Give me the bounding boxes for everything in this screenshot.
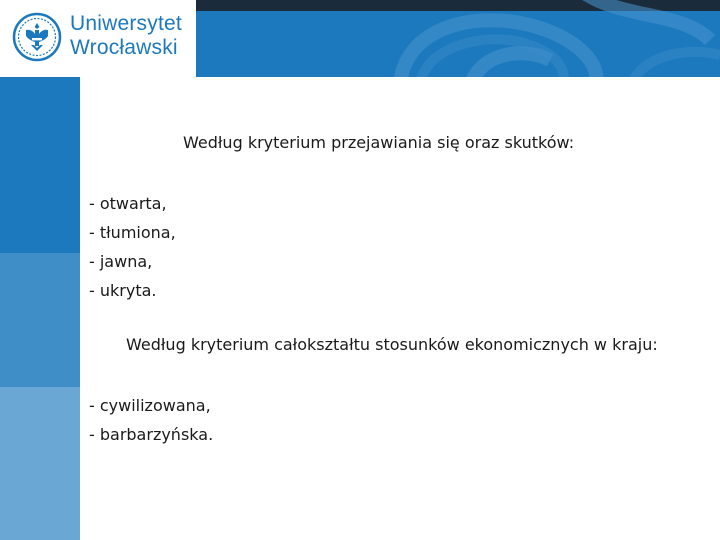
left-stripe-middle <box>0 253 80 387</box>
list-item: - jawna, <box>89 252 153 271</box>
criterion-heading-2: Według kryterium całokształtu stosunków ekonomicznych w kraju: <box>126 335 658 354</box>
university-emblem-icon <box>12 12 62 62</box>
left-stripe-bottom <box>0 387 80 540</box>
criterion-list-1 <box>89 189 176 305</box>
list-item: - ukryta. <box>89 281 157 300</box>
criterion-list-2 <box>89 391 213 449</box>
list-item: - barbarzyńska. <box>89 425 214 444</box>
logo-area <box>0 0 196 77</box>
university-name-line2: Wrocławski <box>70 36 178 59</box>
criterion-heading-1: Według kryterium przejawiania się oraz skutków: <box>183 133 575 152</box>
list-item: - cywilizowana, <box>89 396 211 415</box>
university-name <box>70 12 182 60</box>
decorative-swirl-icon <box>380 0 720 77</box>
list-item: - otwarta, <box>89 194 167 213</box>
university-name-line1: Uniwersytet <box>70 12 182 35</box>
list-item: - tłumiona, <box>89 223 176 242</box>
left-stripe-top <box>0 77 80 253</box>
